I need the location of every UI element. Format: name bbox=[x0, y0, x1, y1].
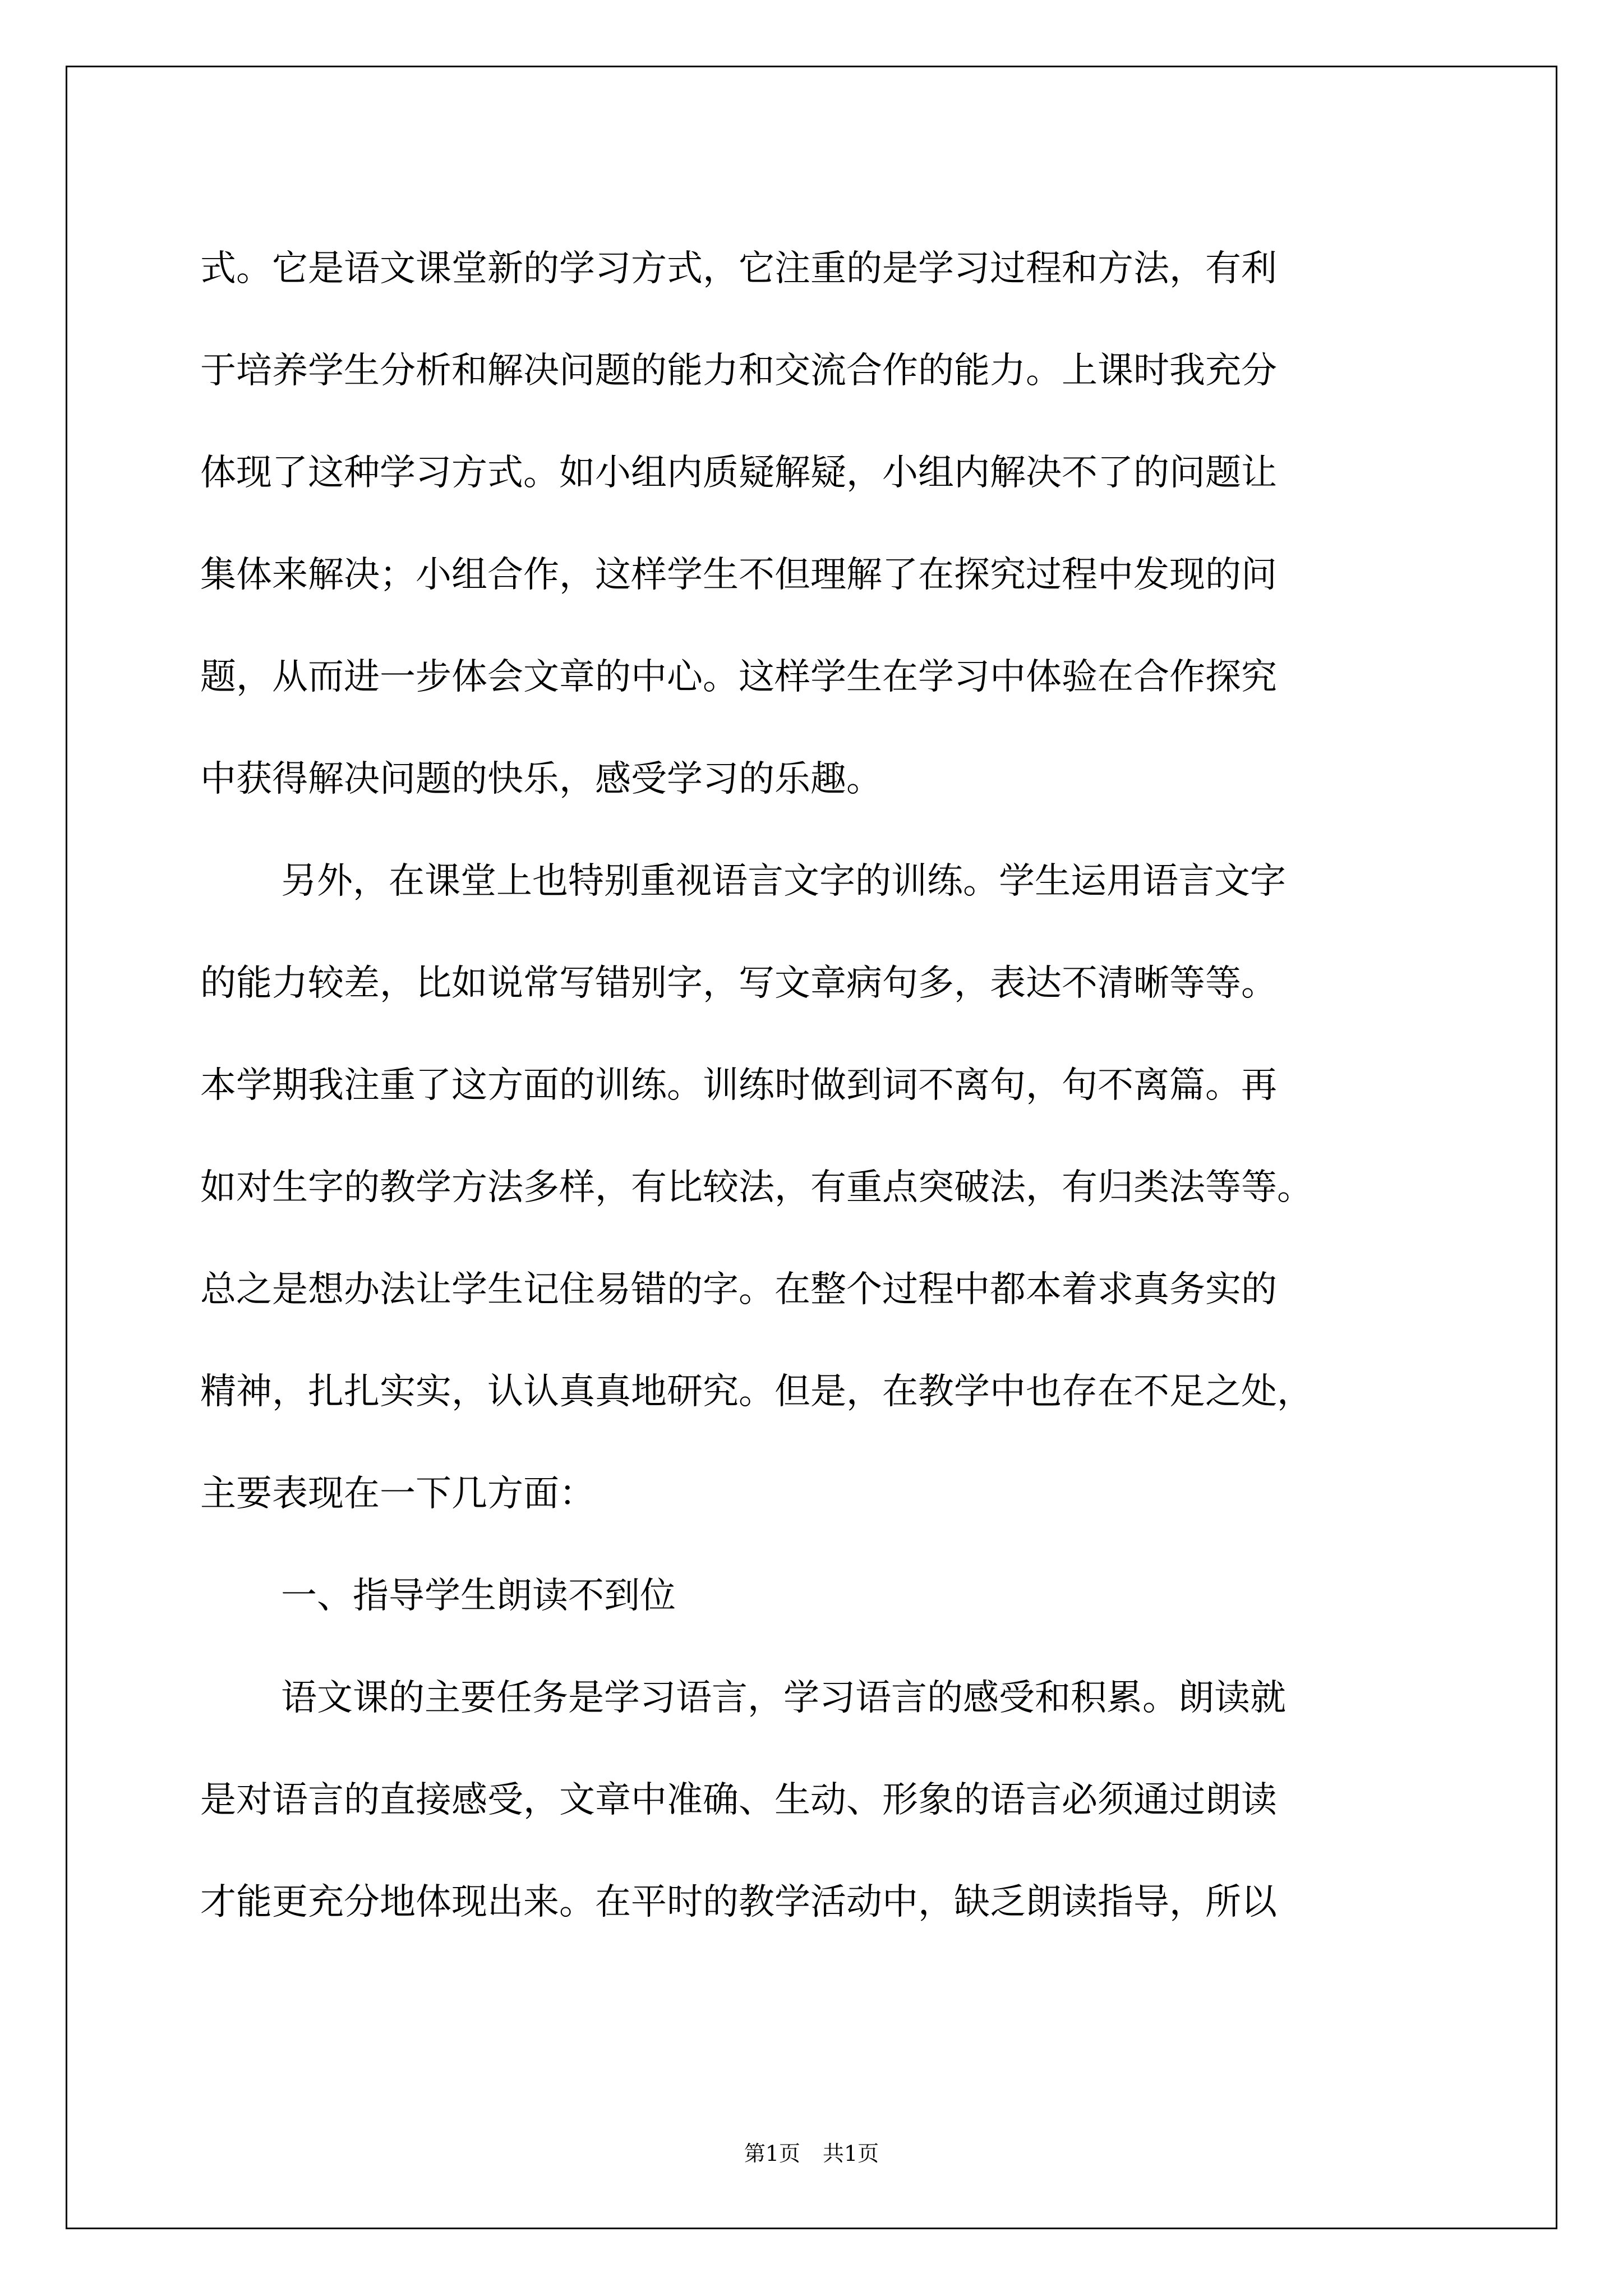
text-line: 是对语言的直接感受，文章中准确、生动、形象的语言必须通过朗读 bbox=[200, 1779, 1277, 1821]
text-line: 题，从而进一步体会文章的中心。这样学生在学习中体验在合作探究 bbox=[200, 656, 1277, 698]
section-heading: 一、指导学生朗读不到位 bbox=[281, 1575, 676, 1617]
document-body bbox=[200, 218, 1434, 1953]
text-line: 主要表现在一下几方面： bbox=[200, 1473, 595, 1515]
paragraph-start-line: 语文课的主要任务是学习语言，学习语言的感受和积累。朗读就 bbox=[281, 1677, 1286, 1719]
text-line: 中获得解决问题的快乐，感受学习的乐趣。 bbox=[200, 758, 882, 800]
text-line: 式。它是语文课堂新的学习方式，它注重的是学习过程和方法，有利 bbox=[200, 248, 1277, 289]
text-line: 精神，扎扎实实，认认真真地研究。但是，在教学中也存在不足之处， bbox=[200, 1371, 1313, 1412]
text-line: 于培养学生分析和解决问题的能力和交流合作的能力。上课时我充分 bbox=[200, 350, 1277, 392]
text-line: 才能更充分地体现出来。在平时的教学活动中，缺乏朗读指导，所以 bbox=[200, 1881, 1277, 1923]
text-line: 本学期我注重了这方面的训练。训练时做到词不离句，句不离篇。再 bbox=[200, 1065, 1277, 1106]
text-line: 体现了这种学习方式。如小组内质疑解疑，小组内解决不了的问题让 bbox=[200, 452, 1277, 494]
text-line: 总之是想办法让学生记住易错的字。在整个过程中都本着求真务实的 bbox=[200, 1269, 1277, 1310]
page-footer bbox=[0, 2136, 1623, 2167]
text-line: 集体来解决；小组合作，这样学生不但理解了在探究过程中发现的问 bbox=[200, 554, 1277, 596]
page-total: 共1页 bbox=[823, 2141, 879, 2166]
paragraph-start-line: 另外，在课堂上也特别重视语言文字的训练。学生运用语言文字 bbox=[281, 861, 1286, 902]
text-line: 如对生字的教学方法多样，有比较法，有重点突破法，有归类法等等。 bbox=[200, 1167, 1313, 1208]
text-line: 的能力较差，比如说常写错别字，写文章病句多，表达不清晰等等。 bbox=[200, 963, 1277, 1004]
page-number: 第1页 bbox=[744, 2141, 800, 2166]
